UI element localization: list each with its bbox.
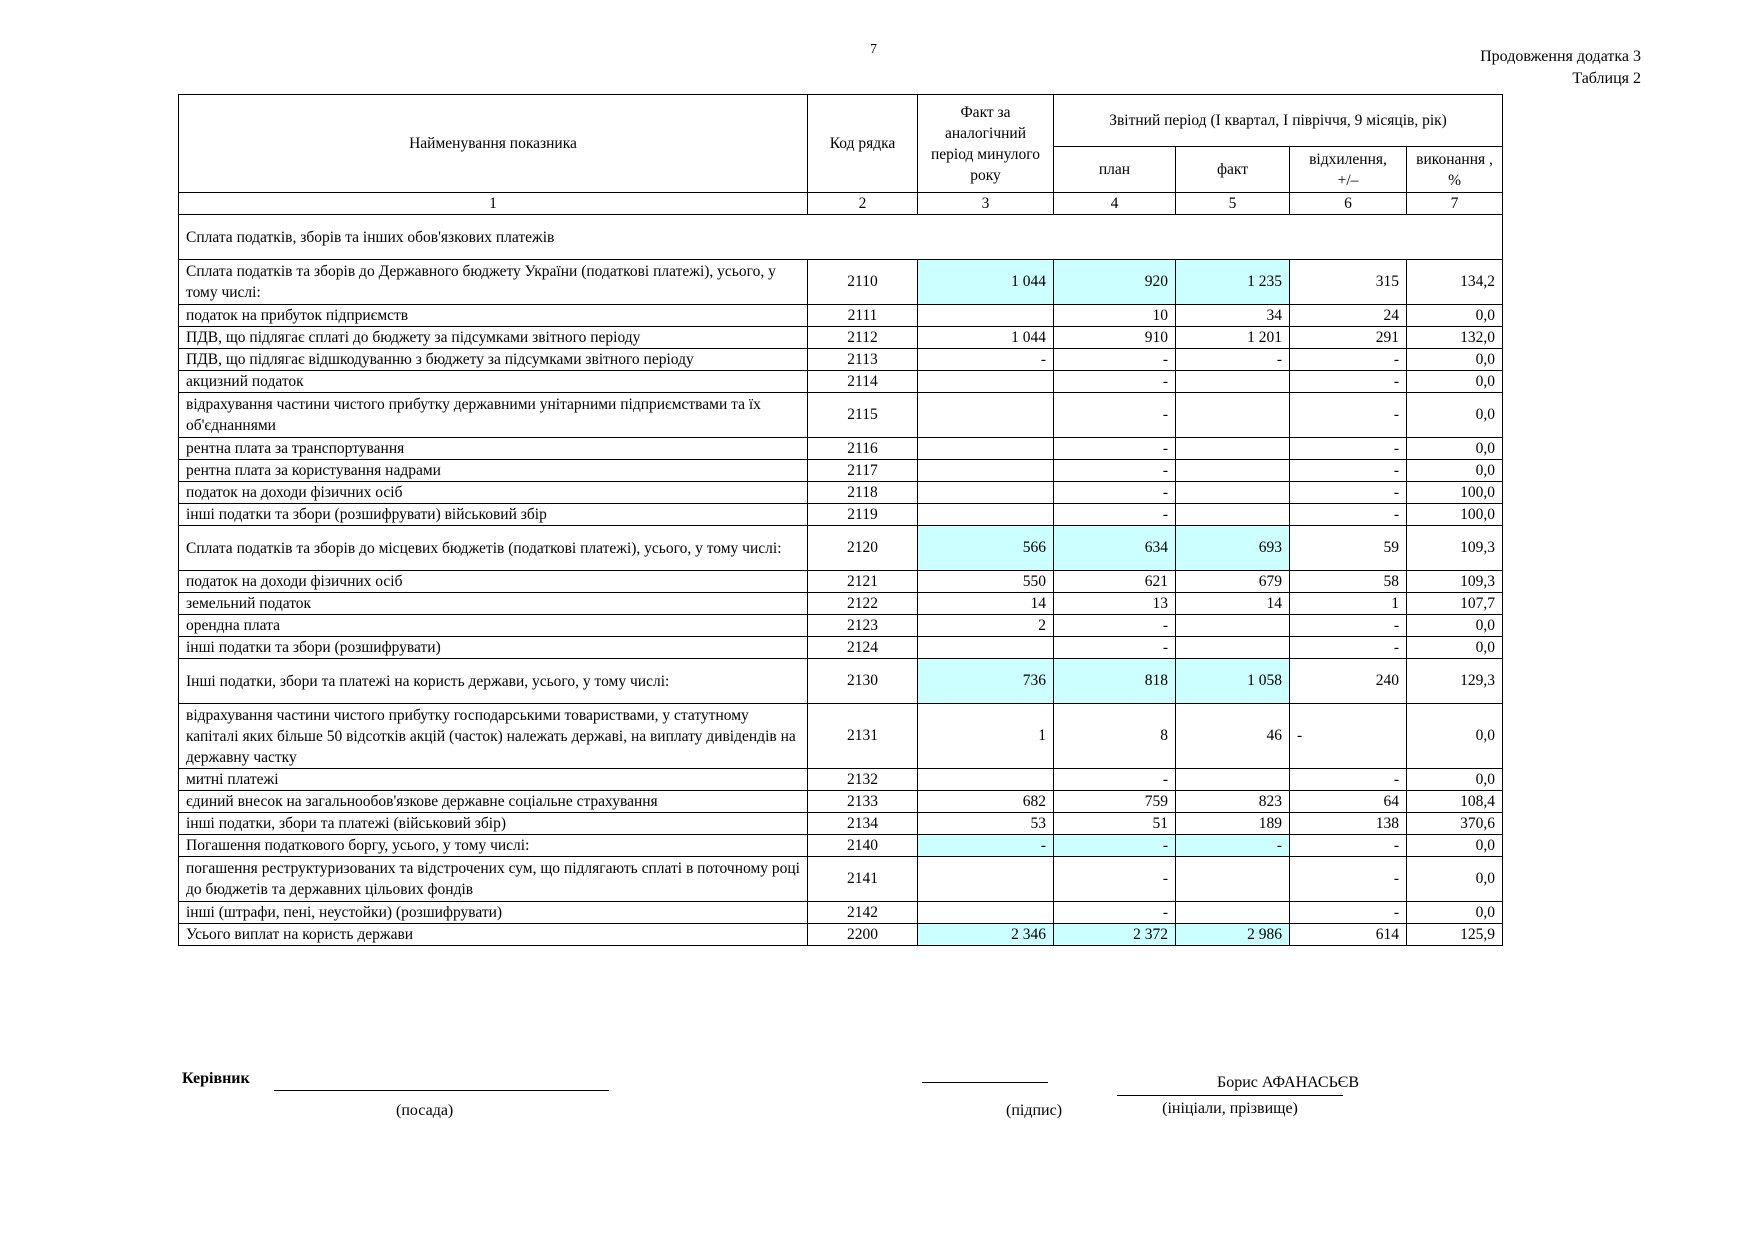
row-fact: 46 bbox=[1176, 704, 1290, 769]
row-fact: 1 058 bbox=[1176, 659, 1290, 704]
row-name: ПДВ, що підлягає сплаті до бюджету за підсумками звітного періоду bbox=[179, 327, 808, 349]
row-name: інші податки та збори (розшифрувати) військовий збір bbox=[179, 504, 808, 526]
row-deviation: - bbox=[1290, 902, 1407, 924]
table-row bbox=[179, 791, 1503, 813]
row-deviation: - bbox=[1290, 460, 1407, 482]
row-prev-fact bbox=[918, 393, 1054, 438]
row-name: Погашення податкового боргу, усього, у тому числі: bbox=[179, 835, 808, 857]
row-prev-fact bbox=[918, 305, 1054, 327]
col-number: 1 bbox=[179, 193, 808, 215]
table-row bbox=[179, 438, 1503, 460]
document-header bbox=[1480, 46, 1641, 90]
table-row bbox=[179, 393, 1503, 438]
table-row bbox=[179, 349, 1503, 371]
row-deviation: 291 bbox=[1290, 327, 1407, 349]
row-code: 2130 bbox=[808, 659, 918, 704]
table-row bbox=[179, 460, 1503, 482]
row-prev-fact: 566 bbox=[918, 526, 1054, 571]
row-code: 2116 bbox=[808, 438, 918, 460]
row-code: 2111 bbox=[808, 305, 918, 327]
row-code: 2132 bbox=[808, 769, 918, 791]
row-plan: - bbox=[1054, 857, 1176, 902]
row-code: 2134 bbox=[808, 813, 918, 835]
row-code: 2123 bbox=[808, 615, 918, 637]
row-fact: 1 235 bbox=[1176, 260, 1290, 305]
row-code: 2140 bbox=[808, 835, 918, 857]
col-header-prev-fact: Факт за аналогічний період минулого року bbox=[918, 95, 1054, 193]
row-prev-fact bbox=[918, 769, 1054, 791]
row-name: митні платежі bbox=[179, 769, 808, 791]
row-prev-fact: - bbox=[918, 349, 1054, 371]
row-execution: 125,9 bbox=[1407, 924, 1503, 946]
row-name: інші (штрафи, пені, неустойки) (розшифрувати) bbox=[179, 902, 808, 924]
payments-table bbox=[178, 94, 1503, 946]
row-fact: 679 bbox=[1176, 571, 1290, 593]
row-execution: 0,0 bbox=[1407, 704, 1503, 769]
row-prev-fact: 550 bbox=[918, 571, 1054, 593]
row-deviation: - bbox=[1290, 371, 1407, 393]
row-code: 2122 bbox=[808, 593, 918, 615]
row-prev-fact: - bbox=[918, 835, 1054, 857]
row-prev-fact: 1 044 bbox=[918, 327, 1054, 349]
table-row bbox=[179, 327, 1503, 349]
section-title: Сплата податків, зборів та інших обов'язкових платежів bbox=[179, 215, 1503, 260]
row-code: 2133 bbox=[808, 791, 918, 813]
table-row bbox=[179, 857, 1503, 902]
row-fact bbox=[1176, 615, 1290, 637]
table-row bbox=[179, 482, 1503, 504]
row-deviation: - bbox=[1290, 704, 1407, 769]
row-deviation: - bbox=[1290, 637, 1407, 659]
table-row bbox=[179, 769, 1503, 791]
table-row bbox=[179, 835, 1503, 857]
row-plan: 634 bbox=[1054, 526, 1176, 571]
row-name: відрахування частини чистого прибутку господарськими товариствами, у статутному капіталі яких більше 50 відсотків акцій (часток) належать державі, на виплату дивідендів на державну частку bbox=[179, 704, 808, 769]
row-plan: - bbox=[1054, 393, 1176, 438]
row-execution: 0,0 bbox=[1407, 349, 1503, 371]
table-row bbox=[179, 593, 1503, 615]
row-fact bbox=[1176, 637, 1290, 659]
row-plan: - bbox=[1054, 835, 1176, 857]
row-plan: - bbox=[1054, 902, 1176, 924]
row-fact bbox=[1176, 438, 1290, 460]
row-execution: 107,7 bbox=[1407, 593, 1503, 615]
row-plan: 51 bbox=[1054, 813, 1176, 835]
row-deviation: 59 bbox=[1290, 526, 1407, 571]
row-execution: 0,0 bbox=[1407, 460, 1503, 482]
row-fact bbox=[1176, 371, 1290, 393]
row-code: 2119 bbox=[808, 504, 918, 526]
row-prev-fact bbox=[918, 438, 1054, 460]
row-name: рентна плата за користування надрами bbox=[179, 460, 808, 482]
row-fact bbox=[1176, 902, 1290, 924]
row-fact: 34 bbox=[1176, 305, 1290, 327]
row-fact bbox=[1176, 482, 1290, 504]
row-code: 2124 bbox=[808, 637, 918, 659]
row-code: 2110 bbox=[808, 260, 918, 305]
row-name: Усього виплат на користь держави bbox=[179, 924, 808, 946]
col-header-execution: виконання , % bbox=[1407, 147, 1503, 193]
row-code: 2121 bbox=[808, 571, 918, 593]
col-header-plan: план bbox=[1054, 147, 1176, 193]
row-prev-fact bbox=[918, 504, 1054, 526]
row-prev-fact bbox=[918, 371, 1054, 393]
row-deviation: 64 bbox=[1290, 791, 1407, 813]
row-execution: 0,0 bbox=[1407, 637, 1503, 659]
row-deviation: - bbox=[1290, 393, 1407, 438]
table-row bbox=[179, 704, 1503, 769]
row-execution: 0,0 bbox=[1407, 769, 1503, 791]
row-name: Сплата податків та зборів до Державного бюджету України (податкові платежі), усього, у тому числі: bbox=[179, 260, 808, 305]
row-deviation: 1 bbox=[1290, 593, 1407, 615]
row-plan: 13 bbox=[1054, 593, 1176, 615]
row-deviation: - bbox=[1290, 438, 1407, 460]
row-prev-fact: 1 bbox=[918, 704, 1054, 769]
col-header-name: Найменування показника bbox=[179, 95, 808, 193]
row-prev-fact: 736 bbox=[918, 659, 1054, 704]
row-name: податок на прибуток підприємств bbox=[179, 305, 808, 327]
col-number: 2 bbox=[808, 193, 918, 215]
row-execution: 0,0 bbox=[1407, 857, 1503, 902]
row-deviation: - bbox=[1290, 349, 1407, 371]
row-fact: 189 bbox=[1176, 813, 1290, 835]
col-header-fact: факт bbox=[1176, 147, 1290, 193]
row-deviation: 138 bbox=[1290, 813, 1407, 835]
row-plan: - bbox=[1054, 349, 1176, 371]
table-row bbox=[179, 637, 1503, 659]
row-plan: - bbox=[1054, 637, 1176, 659]
row-prev-fact: 1 044 bbox=[918, 260, 1054, 305]
row-plan: 8 bbox=[1054, 704, 1176, 769]
row-code: 2113 bbox=[808, 349, 918, 371]
row-plan: - bbox=[1054, 504, 1176, 526]
row-code: 2114 bbox=[808, 371, 918, 393]
row-plan: - bbox=[1054, 371, 1176, 393]
table-row bbox=[179, 504, 1503, 526]
row-code: 2117 bbox=[808, 460, 918, 482]
row-name: відрахування частини чистого прибутку державними унітарними підприємствами та їх об'єднаннями bbox=[179, 393, 808, 438]
row-prev-fact: 2 346 bbox=[918, 924, 1054, 946]
head-label: Керівник bbox=[182, 1070, 250, 1087]
row-name: інші податки, збори та платежі (військовий збір) bbox=[179, 813, 808, 835]
row-name: податок на доходи фізичних осіб bbox=[179, 571, 808, 593]
table-row bbox=[179, 571, 1503, 593]
row-execution: 0,0 bbox=[1407, 615, 1503, 637]
signature-line bbox=[922, 1082, 1048, 1083]
row-fact bbox=[1176, 460, 1290, 482]
table-label: Таблиця 2 bbox=[1572, 70, 1641, 87]
row-plan: - bbox=[1054, 438, 1176, 460]
row-code: 2112 bbox=[808, 327, 918, 349]
row-prev-fact bbox=[918, 902, 1054, 924]
row-name: рентна плата за транспортування bbox=[179, 438, 808, 460]
table-row bbox=[179, 305, 1503, 327]
row-name: орендна плата bbox=[179, 615, 808, 637]
row-name: акцизний податок bbox=[179, 371, 808, 393]
row-name: погашення реструктуризованих та відстрочених сум, що підлягають сплаті в поточному році до бюджетів та державних цільових фондів bbox=[179, 857, 808, 902]
row-prev-fact bbox=[918, 857, 1054, 902]
row-plan: - bbox=[1054, 769, 1176, 791]
col-number: 7 bbox=[1407, 193, 1503, 215]
row-execution: 109,3 bbox=[1407, 526, 1503, 571]
table-row bbox=[179, 615, 1503, 637]
row-fact: 14 bbox=[1176, 593, 1290, 615]
row-execution: 0,0 bbox=[1407, 371, 1503, 393]
person-name: Борис АФАНАСЬЄВ bbox=[1217, 1074, 1359, 1091]
row-plan: 910 bbox=[1054, 327, 1176, 349]
row-fact: - bbox=[1176, 349, 1290, 371]
col-number: 5 bbox=[1176, 193, 1290, 215]
table-row bbox=[179, 371, 1503, 393]
row-prev-fact: 2 bbox=[918, 615, 1054, 637]
row-execution: 0,0 bbox=[1407, 305, 1503, 327]
row-fact bbox=[1176, 769, 1290, 791]
row-deviation: 315 bbox=[1290, 260, 1407, 305]
row-deviation: 24 bbox=[1290, 305, 1407, 327]
row-plan: 818 bbox=[1054, 659, 1176, 704]
row-plan: - bbox=[1054, 482, 1176, 504]
row-deviation: 58 bbox=[1290, 571, 1407, 593]
table-row bbox=[179, 924, 1503, 946]
row-execution: 0,0 bbox=[1407, 438, 1503, 460]
col-number: 4 bbox=[1054, 193, 1176, 215]
col-header-period-group: Звітний період (І квартал, І півріччя, 9 місяців, рік) bbox=[1054, 95, 1503, 147]
row-prev-fact: 14 bbox=[918, 593, 1054, 615]
row-deviation: 240 bbox=[1290, 659, 1407, 704]
row-name: ПДВ, що підлягає відшкодуванню з бюджету за підсумками звітного періоду bbox=[179, 349, 808, 371]
table-row bbox=[179, 260, 1503, 305]
row-deviation: - bbox=[1290, 835, 1407, 857]
col-header-deviation: відхилення, +/– bbox=[1290, 147, 1407, 193]
row-deviation: 614 bbox=[1290, 924, 1407, 946]
col-number: 6 bbox=[1290, 193, 1407, 215]
row-plan: 920 bbox=[1054, 260, 1176, 305]
row-execution: 132,0 bbox=[1407, 327, 1503, 349]
row-fact: 2 986 bbox=[1176, 924, 1290, 946]
row-code: 2115 bbox=[808, 393, 918, 438]
table-row bbox=[179, 813, 1503, 835]
row-deviation: - bbox=[1290, 615, 1407, 637]
row-name: податок на доходи фізичних осіб bbox=[179, 482, 808, 504]
row-code: 2120 bbox=[808, 526, 918, 571]
row-code: 2200 bbox=[808, 924, 918, 946]
row-execution: 0,0 bbox=[1407, 835, 1503, 857]
row-prev-fact bbox=[918, 460, 1054, 482]
row-name: земельний податок bbox=[179, 593, 808, 615]
column-numbers-row bbox=[179, 193, 1503, 215]
row-prev-fact: 682 bbox=[918, 791, 1054, 813]
name-line bbox=[1117, 1095, 1343, 1096]
table-row bbox=[179, 659, 1503, 704]
row-plan: 2 372 bbox=[1054, 924, 1176, 946]
row-execution: 108,4 bbox=[1407, 791, 1503, 813]
row-fact: 823 bbox=[1176, 791, 1290, 813]
row-execution: 0,0 bbox=[1407, 902, 1503, 924]
row-fact bbox=[1176, 857, 1290, 902]
row-prev-fact bbox=[918, 482, 1054, 504]
row-fact: 1 201 bbox=[1176, 327, 1290, 349]
row-execution: 129,3 bbox=[1407, 659, 1503, 704]
section-row bbox=[179, 215, 1503, 260]
row-plan: 621 bbox=[1054, 571, 1176, 593]
row-plan: 10 bbox=[1054, 305, 1176, 327]
row-name: Сплата податків та зборів до місцевих бюджетів (податкові платежі), усього, у тому числі: bbox=[179, 526, 808, 571]
row-code: 2142 bbox=[808, 902, 918, 924]
signature-caption: (підпис) bbox=[1006, 1102, 1063, 1119]
col-header-code: Код рядка bbox=[808, 95, 918, 193]
page-number: 7 bbox=[870, 42, 877, 57]
row-execution: 109,3 bbox=[1407, 571, 1503, 593]
position-line bbox=[274, 1090, 609, 1091]
row-plan: - bbox=[1054, 615, 1176, 637]
row-plan: - bbox=[1054, 460, 1176, 482]
row-deviation: - bbox=[1290, 504, 1407, 526]
row-deviation: - bbox=[1290, 769, 1407, 791]
row-name: інші податки та збори (розшифрувати) bbox=[179, 637, 808, 659]
row-execution: 0,0 bbox=[1407, 393, 1503, 438]
table-row bbox=[179, 526, 1503, 571]
appendix-continuation: Продовження додатка 3 bbox=[1480, 48, 1641, 65]
row-fact bbox=[1176, 393, 1290, 438]
table-row bbox=[179, 902, 1503, 924]
name-caption: (ініціали, прізвище) bbox=[1162, 1100, 1298, 1117]
row-plan: 759 bbox=[1054, 791, 1176, 813]
row-fact bbox=[1176, 504, 1290, 526]
row-fact: - bbox=[1176, 835, 1290, 857]
row-prev-fact bbox=[918, 637, 1054, 659]
row-prev-fact: 53 bbox=[918, 813, 1054, 835]
position-caption: (посада) bbox=[396, 1102, 454, 1119]
row-deviation: - bbox=[1290, 482, 1407, 504]
row-code: 2141 bbox=[808, 857, 918, 902]
col-number: 3 bbox=[918, 193, 1054, 215]
row-execution: 370,6 bbox=[1407, 813, 1503, 835]
row-fact: 693 bbox=[1176, 526, 1290, 571]
row-execution: 100,0 bbox=[1407, 504, 1503, 526]
row-code: 2131 bbox=[808, 704, 918, 769]
row-execution: 134,2 bbox=[1407, 260, 1503, 305]
row-deviation: - bbox=[1290, 857, 1407, 902]
row-name: Інші податки, збори та платежі на користь держави, усього, у тому числі: bbox=[179, 659, 808, 704]
row-code: 2118 bbox=[808, 482, 918, 504]
row-name: єдиний внесок на загальнообов'язкове державне соціальне страхування bbox=[179, 791, 808, 813]
row-execution: 100,0 bbox=[1407, 482, 1503, 504]
